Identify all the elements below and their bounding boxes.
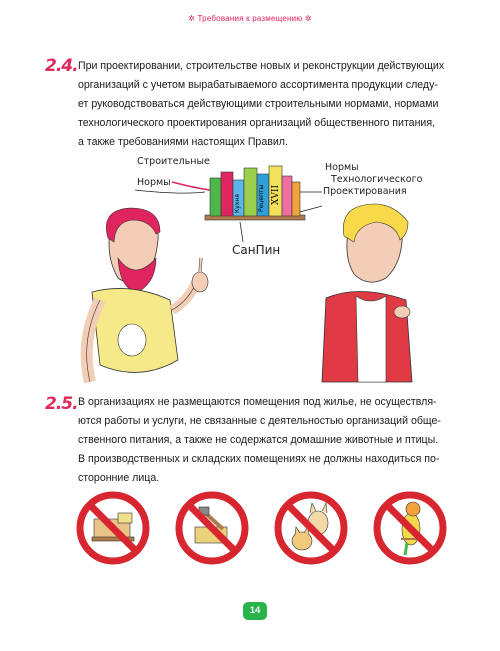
prohibition-signs (0, 489, 500, 569)
no-animals-sign (272, 489, 350, 567)
text-line: технологического проектирования организаций общественного питания, (78, 117, 436, 129)
book-spine: Кухня (234, 194, 241, 213)
running-header: ✲ Требования к размещению ✲ (188, 14, 312, 23)
no-bed-sign (74, 489, 152, 567)
book-spine: XVII (271, 184, 281, 205)
section-number-2-4: 2.4. (45, 56, 78, 76)
label-tech-norms: Нормы Технологического Проектирования (323, 162, 423, 197)
running-header-title: Требования к размещению (197, 14, 303, 23)
text-line: а также требованиями настоящих Правил. (78, 136, 288, 148)
text-line: сторонние лица. (78, 472, 160, 484)
text-line: В организациях не размещаются помещения под жилье, не осуществля- (78, 396, 437, 408)
text-line: ет руководствоваться действующими строительными нормами, нормами (78, 98, 439, 110)
person-right-icon (322, 204, 412, 382)
label-building-norms: Строительные Нормы (137, 156, 210, 188)
text-line: ственного питания, а также не содержатся домашние животные и птицы. (78, 434, 439, 446)
page-number: 14 (243, 602, 267, 620)
section-number-2-5: 2.5. (45, 394, 78, 414)
book-spine: Рецепты (258, 184, 265, 212)
text-line: При проектировании, строительстве новых и реконструкции действующих (78, 60, 445, 72)
person-left-icon (87, 208, 208, 382)
books-icon (210, 166, 300, 216)
text-line: В производственных и складских помещениях не должны находиться по- (78, 453, 440, 465)
section-2-5-text (78, 393, 441, 488)
section-2-4-text (78, 57, 444, 152)
illustration (60, 150, 460, 395)
label-sanpin: СанПин (232, 243, 281, 257)
no-tools-sign (173, 489, 251, 567)
text-line: ются работы и услуги, не связанные с деятельностью организаций обще- (78, 415, 441, 427)
no-birds-sign (371, 489, 449, 567)
text-line: организаций с учетом вырабатываемого ассортимента продукции следу- (78, 79, 438, 91)
